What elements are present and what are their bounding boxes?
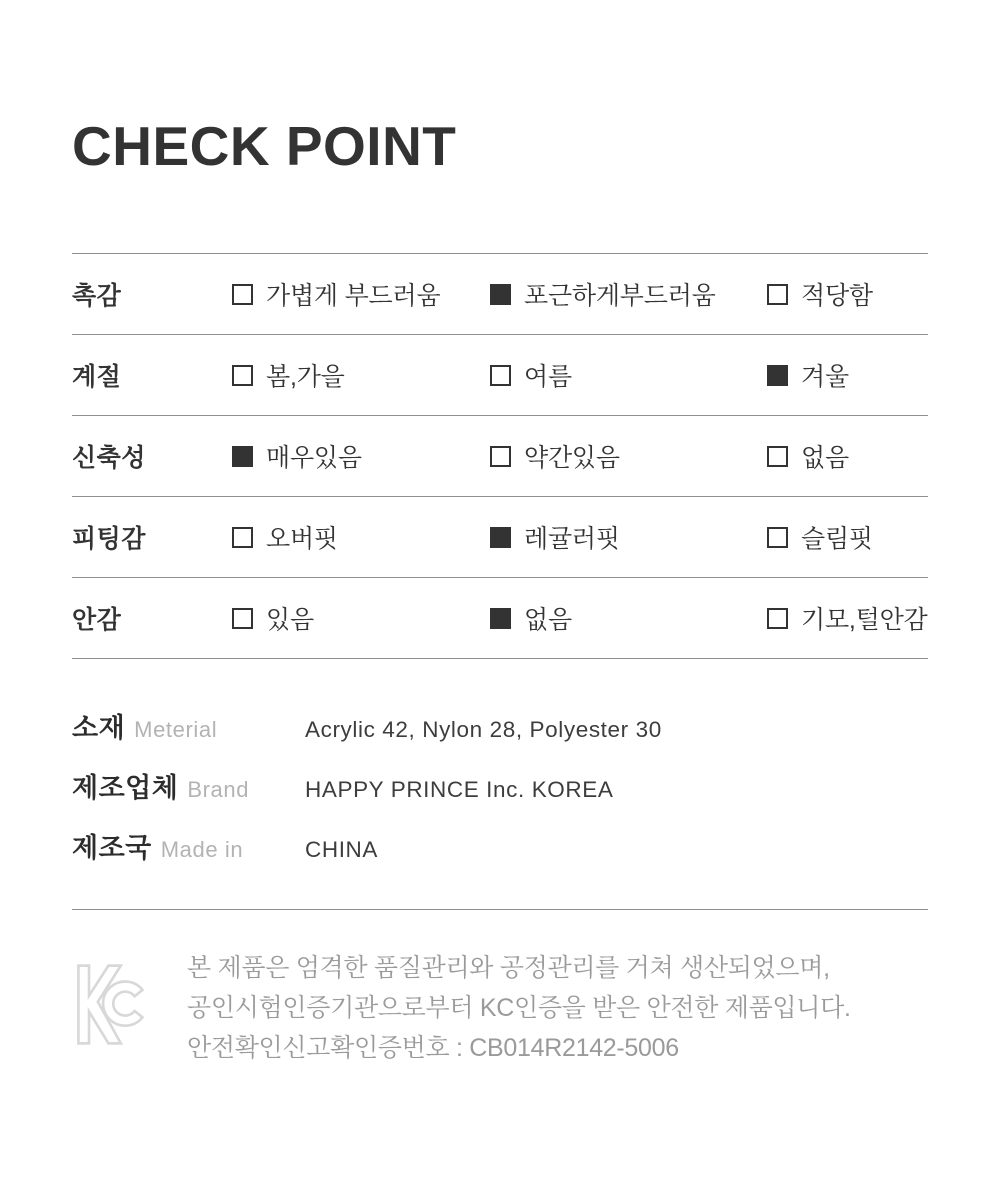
table-row [72, 578, 928, 659]
option-cell [232, 357, 490, 393]
section-divider [72, 909, 928, 910]
checkbox-unchecked-icon [232, 365, 253, 386]
kc-certification-section [72, 948, 928, 1068]
checkbox-unchecked-icon [232, 608, 253, 629]
option-label: 가볍게 부드러움 [266, 282, 441, 310]
table-row [72, 335, 928, 416]
option-cell [490, 357, 767, 393]
option-cell [490, 600, 767, 636]
option-cell [767, 600, 928, 636]
checkbox-checked-icon [232, 446, 253, 467]
row-label: 촉감 [72, 282, 122, 310]
info-value: HAPPY PRINCE Inc. KOREA [305, 777, 614, 802]
option-label: 매우있음 [266, 444, 362, 472]
option-label: 겨울 [801, 363, 849, 391]
option-cell [767, 519, 928, 555]
checkbox-unchecked-icon [232, 284, 253, 305]
info-row [72, 766, 928, 806]
info-value: CHINA [305, 837, 379, 862]
option-label: 적당함 [801, 282, 873, 310]
kc-text-line: 공인시험인증기관으로부터 KC인증을 받은 안전한 제품입니다. [187, 994, 851, 1022]
option-cell [767, 438, 928, 474]
option-cell [490, 519, 767, 555]
info-label-korean: 소재 [72, 713, 126, 743]
row-label: 신축성 [72, 444, 146, 472]
option-cell [490, 276, 767, 312]
option-cell [767, 276, 928, 312]
option-label: 여름 [524, 363, 572, 391]
option-cell [232, 600, 490, 636]
option-label: 약간있음 [524, 444, 620, 472]
option-cell [490, 438, 767, 474]
info-label-english: Made in [160, 837, 244, 862]
option-label: 있음 [266, 606, 314, 634]
info-label-english: Meterial [134, 717, 218, 742]
checkbox-unchecked-icon [767, 446, 788, 467]
checkbox-checked-icon [767, 365, 788, 386]
kc-certification-text [187, 948, 851, 1068]
table-row [72, 416, 928, 497]
info-row [72, 826, 928, 866]
option-cell [232, 438, 490, 474]
checkbox-checked-icon [490, 608, 511, 629]
checkbox-unchecked-icon [767, 284, 788, 305]
option-label: 레귤러핏 [524, 525, 620, 553]
table-row [72, 254, 928, 335]
checkbox-unchecked-icon [232, 527, 253, 548]
info-value: Acrylic 42, Nylon 28, Polyester 30 [305, 717, 662, 742]
option-label: 기모,털안감 [801, 606, 928, 634]
checkbox-checked-icon [490, 284, 511, 305]
info-labels [72, 766, 305, 805]
option-cell [232, 519, 490, 555]
product-info-block [72, 706, 928, 866]
info-label-korean: 제조업체 [72, 773, 179, 803]
kc-mark-icon [74, 962, 150, 1047]
option-label: 없음 [801, 444, 849, 472]
info-label-korean: 제조국 [72, 833, 152, 863]
option-label: 슬림핏 [801, 525, 873, 553]
checkbox-unchecked-icon [767, 527, 788, 548]
kc-text-line: 안전확인신고확인증번호 : CB014R2142-5006 [187, 1034, 679, 1062]
option-label: 봄,가을 [266, 363, 345, 391]
kc-text-line: 본 제품은 엄격한 품질관리와 공정관리를 거쳐 생산되었으며, [187, 954, 830, 982]
product-detail-page [72, 0, 928, 1068]
checkbox-unchecked-icon [490, 446, 511, 467]
info-labels [72, 706, 305, 745]
row-label: 안감 [72, 606, 122, 634]
checkbox-unchecked-icon [490, 365, 511, 386]
info-label-english: Brand [187, 777, 250, 802]
option-label: 오버핏 [266, 525, 338, 553]
info-row [72, 706, 928, 746]
option-cell [232, 276, 490, 312]
checkbox-checked-icon [490, 527, 511, 548]
option-label: 포근하게부드러움 [524, 282, 716, 310]
checkbox-unchecked-icon [767, 608, 788, 629]
info-labels [72, 826, 305, 865]
table-row [72, 497, 928, 578]
row-label: 피팅감 [72, 525, 146, 553]
option-label: 없음 [524, 606, 572, 634]
page-title: CHECK POINT [72, 115, 457, 177]
row-label: 계절 [72, 363, 122, 391]
checkpoint-table [72, 253, 928, 659]
option-cell [767, 357, 928, 393]
